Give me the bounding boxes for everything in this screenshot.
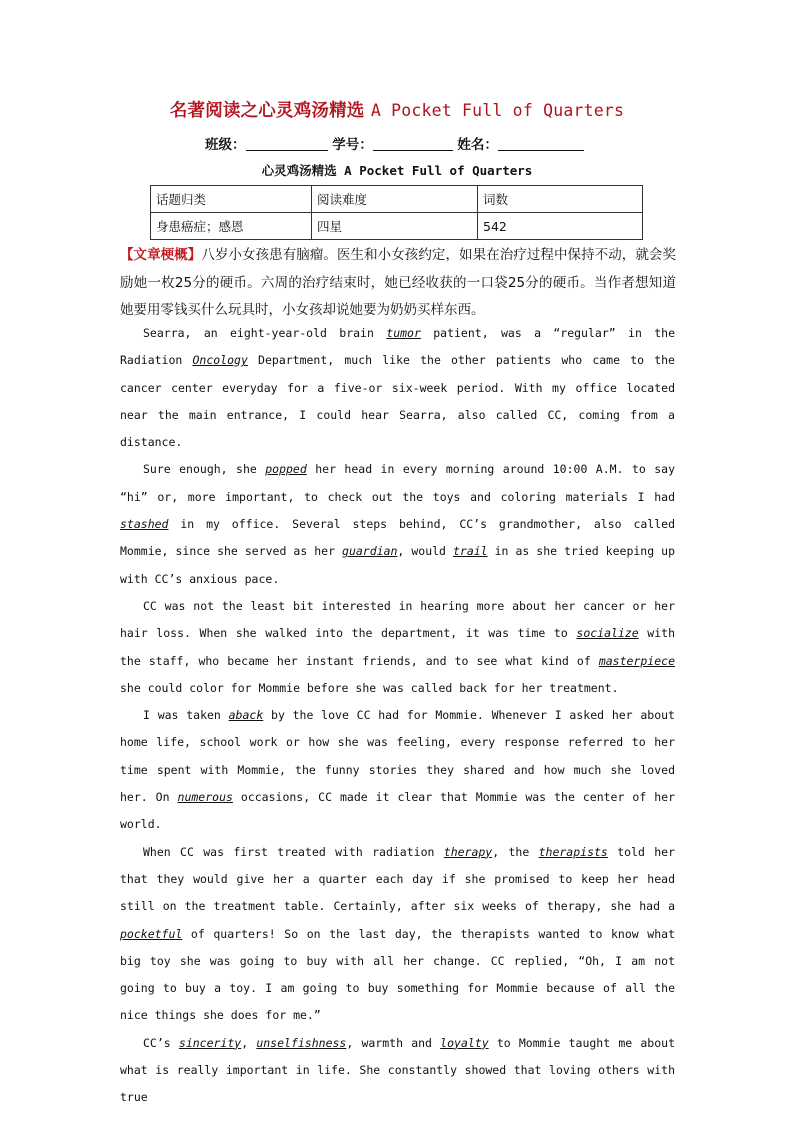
article-paragraph bbox=[120, 456, 675, 592]
article-body bbox=[120, 320, 675, 1112]
summary-text: 八岁小女孩患有脑瘤。医生和小女孩约定，如果在治疗过程中保持不动，就会奖励她一枚25分的硬币。六周的治疗结束时，她已经收获的一口袋25分的硬币。当作者想知道她要用零钱买什么玩具时，小女孩却说她要为奶奶买样东西。 bbox=[120, 247, 676, 318]
table-header-row bbox=[151, 186, 643, 213]
paragraph-text: to Mommie taught me about what is really important in life. She constantly showed that loving others with true bbox=[120, 1035, 675, 1105]
table-cell: 身患癌症；感恩 bbox=[151, 213, 312, 240]
paragraph-text: , the bbox=[492, 844, 539, 859]
paragraph-text: by the love CC had for Mommie. Whenever I asked her about home life, school work or how she was feeling, every response referred to her time spent with Mommie, the funny stories they shared and how much she loved her. On bbox=[120, 708, 675, 805]
title-chinese: 名著阅读之心灵鸡汤精选 bbox=[169, 101, 365, 121]
paragraph-text: with the staff, who became her instant friends, and to see what kind of bbox=[120, 626, 676, 668]
paragraph-text: she could color for Mommie before she was called back for her treatment. bbox=[120, 680, 619, 695]
vocabulary-word: therapists bbox=[538, 844, 608, 859]
paragraph-text: When CC was first treated with radiation bbox=[143, 844, 444, 859]
vocabulary-word: sincerity bbox=[178, 1035, 242, 1050]
article-paragraph bbox=[120, 1030, 675, 1112]
title-english: A Pocket Full of Quarters bbox=[370, 101, 625, 120]
paragraph-text: CC was not the least bit interested in hearing more about her cancer or her hair loss. When she walked into the department, it was time to bbox=[120, 598, 675, 641]
vocabulary-word: aback bbox=[228, 708, 264, 723]
vocabulary-word: pocketful bbox=[120, 926, 183, 941]
vocabulary-word: numerous bbox=[177, 790, 233, 805]
vocabulary-word: Oncology bbox=[192, 353, 248, 368]
name-blank bbox=[498, 136, 584, 151]
article-summary bbox=[120, 242, 676, 325]
article-subtitle: 心灵鸡汤精选 A Pocket Full of Quarters bbox=[261, 163, 533, 178]
vocabulary-word: socialize bbox=[576, 626, 639, 641]
article-paragraph bbox=[120, 702, 675, 838]
paragraph-text: of quarters! So on the last day, the therapists wanted to know what big toy she was going to buy with all her change. CC replied, “Oh, I am not going to buy a toy. I am going to buy something for Mommie because of all the nice things she does for me.” bbox=[120, 926, 675, 1023]
vocabulary-word: popped bbox=[265, 462, 307, 477]
vocabulary-word: stashed bbox=[120, 517, 169, 532]
table-cell: 四星 bbox=[312, 213, 478, 240]
paragraph-text: CC’s bbox=[143, 1035, 179, 1050]
article-paragraph bbox=[120, 839, 675, 1030]
table-cell: 542 bbox=[478, 213, 643, 240]
article-info-table bbox=[150, 185, 643, 240]
article-paragraph bbox=[120, 320, 675, 456]
paragraph-text: Department, much like the other patients who came to the cancer center everyday for a five-or six-week period. With my office located near the main entrance, I could hear Searra, also called CC, coming from a distance. bbox=[120, 353, 675, 450]
paragraph-text: her head in every morning around 10:00 A.M. to say “hi” or, more important, to check out the toys and coloring materials I had bbox=[120, 462, 675, 504]
page-title bbox=[0, 97, 794, 122]
table-cell: 话题归类 bbox=[151, 186, 312, 213]
student-info-row bbox=[205, 133, 584, 153]
vocabulary-word: therapy bbox=[443, 844, 493, 859]
paragraph-text: told her that they would give her a quarter each day if she promised to keep her head still on the treatment table. Certainly, after six weeks of therapy, she had a bbox=[120, 844, 675, 914]
paragraph-text: occasions, CC made it clear that Mommie was the center of her world. bbox=[120, 790, 676, 832]
table-cell: 阅读难度 bbox=[312, 186, 478, 213]
paragraph-text: in as she tried keeping up with CC’s anxious pace. bbox=[120, 544, 675, 586]
vocabulary-word: tumor bbox=[386, 326, 421, 340]
article-paragraph bbox=[120, 593, 675, 702]
table-row bbox=[151, 213, 643, 240]
paragraph-text: , bbox=[241, 1035, 257, 1050]
summary-tag: 【文章梗概】 bbox=[120, 247, 202, 263]
class-label: 班级： bbox=[205, 137, 246, 153]
name-label: 姓名： bbox=[457, 137, 498, 153]
student-id-blank bbox=[373, 136, 453, 151]
paragraph-text: I was taken bbox=[143, 708, 229, 723]
table-cell: 词数 bbox=[478, 186, 643, 213]
vocabulary-word: trail bbox=[452, 544, 488, 559]
paragraph-text: Sure enough, she bbox=[143, 462, 266, 477]
student-id-label: 学号： bbox=[332, 137, 373, 153]
paragraph-text: , would bbox=[397, 544, 453, 559]
vocabulary-word: unselfishness bbox=[256, 1035, 347, 1050]
vocabulary-word: loyalty bbox=[440, 1035, 489, 1050]
vocabulary-word: guardian bbox=[342, 544, 398, 559]
paragraph-text: , warmth and bbox=[346, 1035, 441, 1050]
paragraph-text: patient, was a “regular” in the Radiation bbox=[120, 326, 675, 368]
paragraph-text: in my office. Several steps behind, CC’s grandmother, also called Mommie, since she served as her bbox=[120, 517, 675, 559]
paragraph-text: Searra, an eight-year-old brain bbox=[143, 326, 387, 340]
class-blank bbox=[246, 136, 328, 151]
vocabulary-word: masterpiece bbox=[598, 653, 675, 668]
